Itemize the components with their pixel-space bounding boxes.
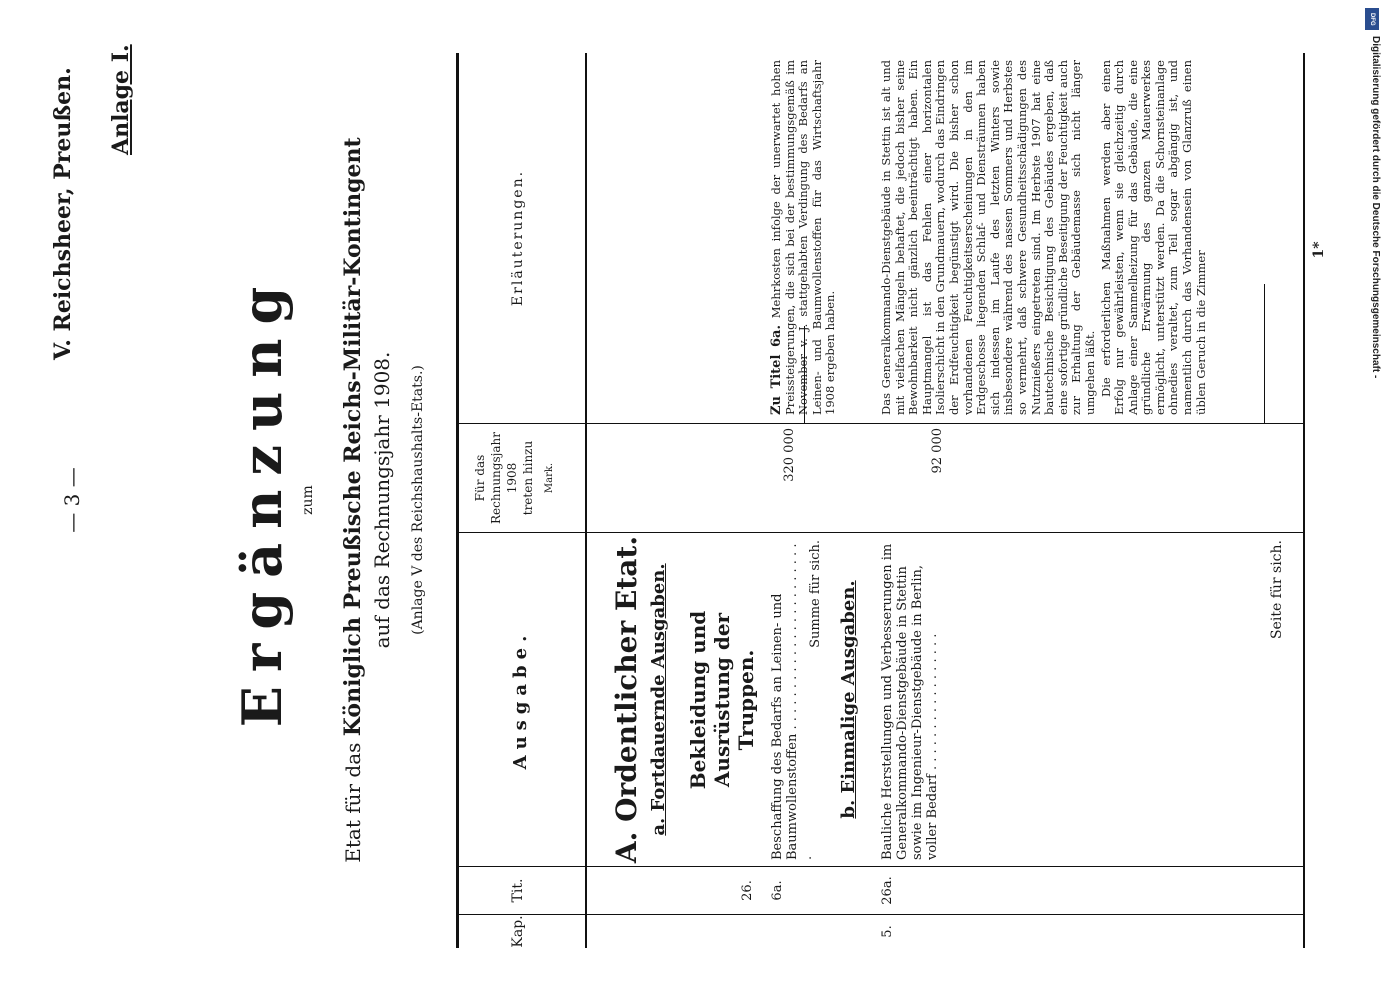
dfg-logo: DFG (1365, 8, 1379, 30)
sum-rule-2 (1264, 284, 1265, 424)
table-top-rule (456, 53, 459, 948)
title-subtitle (340, 0, 366, 1000)
section-heading-A: A. Ordentlicher Etat. (610, 535, 643, 864)
footer-page-mark: 1* (1311, 241, 1327, 259)
page-number: — 3 — (60, 467, 84, 533)
row1-tit: 6a. (770, 880, 785, 901)
col-header-tit: Tit. (510, 878, 526, 903)
col-header-erlaeuterungen: Erläuterungen. (510, 169, 526, 307)
title-reference: (Anlage V des Reichshaushalts-Etats.) (410, 365, 426, 635)
running-title: V. Reichsheer, Preußen. (50, 67, 76, 360)
title-zum: zum (300, 485, 316, 515)
row1-expl-lead: Zu Titel 6a. (769, 324, 784, 415)
anlage-label: Anlage I. (108, 44, 134, 155)
row1-description: Beschaffung des Bedarfs an Leinen- und Baumwollenstoffen . . . . . . . . . . . . . . . . . . . . . . . . (770, 543, 815, 860)
row1-kap: 26. (740, 880, 755, 901)
row1-sum-label: Summe für sich. (808, 540, 823, 648)
section-heading-a: a. Fortdauernde Ausgaben. (648, 563, 669, 836)
title-year-line: auf das Rechnungsjahr 1908. (370, 351, 394, 649)
amount-header-line: Rechnungsjahr (489, 432, 503, 524)
row2-tit: 26a. (880, 876, 895, 905)
col-header-ausgabe: Ausgabe. (510, 629, 531, 770)
amount-header-line: treten hinzu (521, 440, 535, 516)
col-rule-ausgabe (456, 532, 1305, 533)
section-heading-b: b. Einmalige Ausgaben. (838, 580, 859, 819)
footer-seite-fuer-sich: Seite für sich. (1269, 540, 1285, 640)
table-bottom-rule (1303, 53, 1305, 948)
col-rule-amount (456, 423, 1305, 424)
col-header-amount (472, 424, 558, 532)
table-header-rule (585, 53, 587, 948)
row2-amount: 92 000 (930, 428, 945, 474)
section-heading-bekleidung: Bekleidung und Ausrüstung der Truppen. (686, 610, 758, 790)
subtitle-bold: Königlich Preußische Reichs-Militär-Kontingent (340, 137, 366, 737)
amount-header-line: Für das (473, 454, 487, 502)
row2-kap: 5. (880, 925, 895, 938)
row2-expl-paragraph-2: Die erforderlichen Maßnahmen werden aber einen Erfolg nur gewährleisten, wenn sie gleichzeitig durch Anlage einer Sammelheizung für das Gebäude, die eine gründliche Erwärmung des ganzen Mauerwerkes ermöglicht, unterstützt werden. Da die Schornsteinanlage ohnedies veraltet, zum Teil sogar abgängig ist, und namentlich durch das Vorhandensein von Glanzruß einen üblen Geruch in die Zimmer (1098, 60, 1208, 415)
row2-description: Bauliche Herstellungen und Verbesserungen im Generalkommando-Dienstgebäude in Stettin sowie im Ingenieur-Dienstgebäude in Berlin, voller Bedarf . . . . . . . . . . . . . . . . . (880, 543, 940, 860)
document-title: Ergänzung (230, 272, 294, 728)
subtitle-prefix: Etat für das (341, 742, 365, 863)
row1-explanation (770, 60, 838, 415)
digitization-note: Digitalisierung gefördert durch die Deutsche Forschungsgemeinschaft - (1370, 36, 1381, 379)
row1-expl-text: Mehrkosten infolge der unerwartet hohen Preissteigerungen, die sich bei der bestimmungsgemäß im November v. J. stattgehabten Verdingung des Bedarfs an Leinen- und Baumwollenstoffen für das Wirtschaftsjahr 1908 ergeben haben. (769, 60, 838, 415)
row1-amount: 320 000 (782, 428, 797, 482)
row2-explanation (880, 60, 1208, 415)
amount-unit: Mark. (544, 462, 555, 494)
row2-expl-paragraph-1: Das Generalkommando-Dienstgebäude in Stettin ist alt und mit vielfachen Mängeln behaftet, die jedoch bisher seine Bewohnbarkeit nicht gänzlich beeinträchtigt haben. Ein Hauptmangel ist das Fehlen einer horizontalen Isolierschicht in den Grundmauern, wodurch das Eindringen der Erdfeuchtigkeit begünstigt wird. Die bisher schon vorhandenen Feuchtigkeitserscheinungen in den im Erdgeschosse liegenden Schlaf- und Diensträumen haben sich indessen im Laufe des letzten Winters sowie insbesondere während des nassen Sommers und Herbstes so vermehrt, daß schwere Gesundheitsschädigungen des Nutznießers eingetreten sind. Im Herbste 1907 hat eine bautechnische Besichtigung des Gebäudes ergeben, daß eine sofortige gründliche Beseitigung der Feuchtigkeit auch zur Erhaltung der Gebäudemasse sich nicht länger umgehen läßt. (879, 60, 1097, 415)
col-header-kap: Kap. (510, 915, 526, 948)
amount-header-line: 1908 (505, 462, 519, 494)
